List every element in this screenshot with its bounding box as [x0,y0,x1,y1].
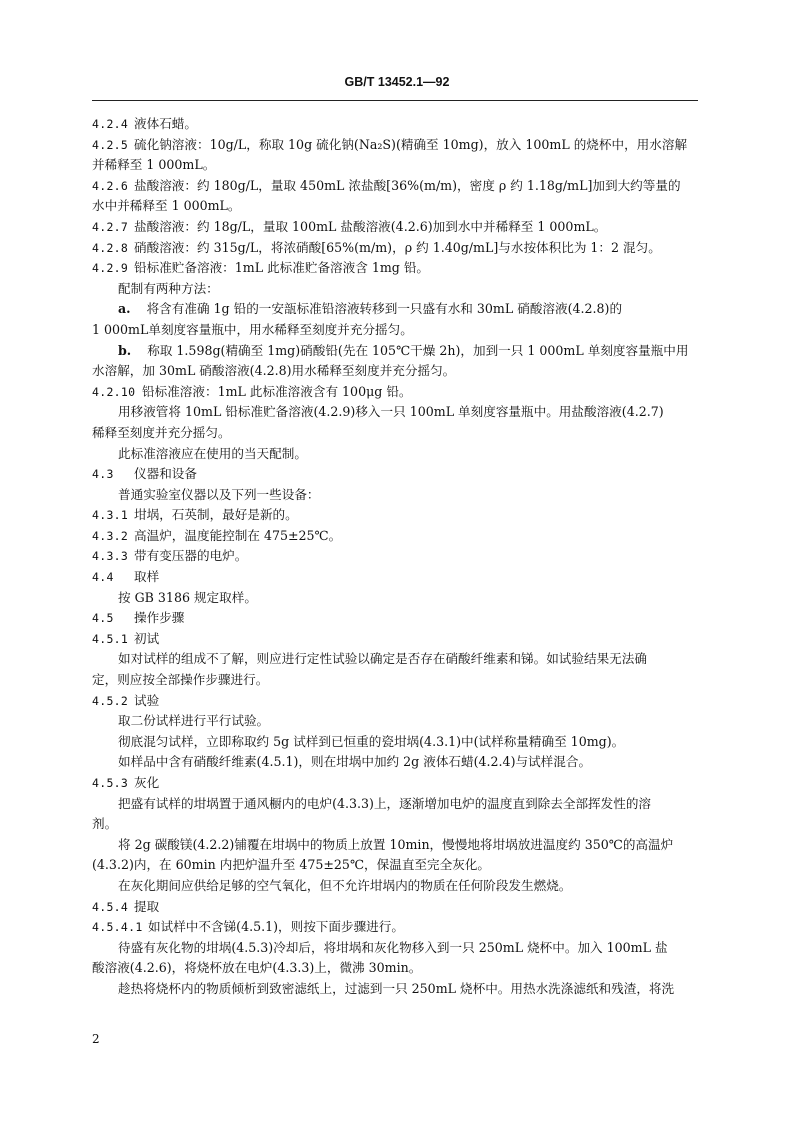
clause-number: 4.2.9 [92,261,129,276]
line-text: 彻底混匀试样，立即称取约 5g 试样到已恒重的瓷坩埚(4.3.1)中(试样称量精确至 10mg)。 [118,733,625,749]
text-line [92,752,698,773]
clause-number: 4.5 [92,611,114,626]
text-line [92,814,698,835]
line-text: 用移液管将 10mL 铅标准贮备溶液(4.2.9)移入一只 100mL 单刻度容量瓶中。用盐酸溶液(4.2.7) [118,404,664,420]
text-line [92,835,698,856]
line-text: 水中并稀释至 1 000mL。 [92,198,241,214]
line-text: 待盛有灰化物的坩埚(4.5.3)冷却后，将坩埚和灰化物移入到一只 250mL 烧杯中。加入 100mL 盐 [118,939,668,955]
clause-line [92,897,698,918]
line-text: 按 GB 3186 规定取样。 [118,589,257,605]
text-line [92,649,698,670]
list-marker: b. [118,342,132,358]
line-text: 将 2g 碳酸镁(4.2.2)铺覆在坩埚中的物质上放置 10min，慢慢地将坩埚放进温度约 350℃的高温炉 [118,836,674,852]
line-text: 配制有两种方法： [118,280,219,296]
text-line [92,876,698,897]
clause-number: 4.5.4 [92,899,129,914]
text-line [92,155,698,176]
line-text: 酸溶液(4.2.6)，将烧杯放在电炉(4.3.3)上，微沸 30min。 [92,960,422,976]
text-line [92,423,698,444]
line-text: 操作步骤 [134,610,185,626]
clause-number: 4.5.3 [92,776,129,790]
line-text: 如试样中不含锑(4.5.1)，则按下面步骤进行。 [148,919,404,935]
clause-number: 4.2.4 [92,117,129,131]
clause-line [92,567,698,588]
clause-number: 4.3 [92,467,114,482]
text-line [92,958,698,979]
line-text: 趁热将烧杯内的物质倾析到致密滤纸上，过滤到一只 250mL 烧杯中。用热水洗涤滤纸和残渣，将洗 [118,980,675,996]
line-text: 盐酸溶液：约 18g/L，量取 100mL 盐酸溶液(4.2.6)加到水中并稀释至 1 000mL。 [134,218,607,234]
clause-line [92,629,698,650]
clause-line [92,608,698,629]
text-line [92,341,698,362]
line-text: 定，则应按全部操作步骤进行。 [92,672,269,688]
line-text: 高温炉，温度能控制在 475±25℃。 [134,527,342,543]
text-line [92,732,698,753]
text-line [92,279,698,300]
line-text: 盐酸溶液：约 180g/L，量取 450mL 浓盐酸[36%(m/m)，密度 ρ 约 1.18g/mL]加到大约等量的 [134,177,681,193]
line-text: 硫化钠溶液：10g/L，称取 10g 硫化钠(Na₂S)(精确至 10mg)，放入 100mL 的烧杯中，用水溶解 [134,136,688,152]
clause-number: 4.3.3 [92,549,129,564]
clause-line [92,464,698,485]
clause-line [92,526,698,547]
line-text: 提取 [134,898,160,914]
clause-number: 4.3.2 [92,528,129,543]
clause-line [92,238,698,259]
clause-number: 4.5.4.1 [92,920,143,935]
clause-number: 4.5.1 [92,631,129,646]
line-text: 铅标准贮备溶液：1mL 此标准贮备溶液含 1mg 铅。 [134,260,430,276]
line-text: 稀释至刻度并充分摇匀。 [92,424,231,440]
clause-line [92,114,698,135]
line-text: 带有变压器的电炉。 [134,548,248,564]
header-rule [92,100,698,101]
clause-number: 4.4 [92,570,114,585]
text-line [92,196,698,217]
document-body [92,114,698,1000]
clause-line [92,773,698,794]
text-line [92,938,698,959]
page-number: 2 [92,1032,100,1046]
line-text: 仪器和设备 [134,466,197,482]
clause-number: 4.2.7 [92,219,129,234]
line-text: 并稀释至 1 000mL。 [92,157,216,173]
line-text: 如对试样的组成不了解，则应进行定性试验以确定是否存在硝酸纤维素和锑。如试验结果无法确 [118,651,647,667]
line-text: 液体石蜡。 [134,116,197,131]
clause-number: 4.2.8 [92,240,129,255]
line-text: 试验 [134,692,160,708]
line-text: 铅标准溶液：1mL 此标准溶液含有 100μg 铅。 [142,383,412,399]
line-text: 1 000mL单刻度容量瓶中，用水稀释至刻度并充分摇匀。 [92,321,413,337]
clause-line [92,546,698,567]
clause-number: 4.5.2 [92,693,129,708]
clause-number: 4.2.5 [92,137,129,152]
clause-line [92,135,698,156]
text-line [92,855,698,876]
line-text: 取二份试样进行平行试验。 [118,713,270,729]
clause-line [92,691,698,712]
clause-line [92,258,698,279]
list-marker: a. [118,301,131,317]
line-text: 将含有准确 1g 铅的一安瓿标准铅溶液转移到一只盛有水和 30mL 硝酸溶液(4.2.8)的 [146,301,623,317]
text-line [92,299,698,320]
line-text: 坩埚，石英制，最好是新的。 [134,507,298,523]
text-line [92,588,698,609]
line-text: 称取 1.598g(精确至 1mg)硝酸铅(先在 105℃干燥 2h)，加到一只 1 000mL 单刻度容量瓶中用 [147,342,689,358]
clause-number: 4.2.10 [92,384,136,399]
text-line [92,794,698,815]
line-text: 硝酸溶液：约 315g/L，将浓硝酸[65%(m/m)，ρ 约 1.40g/mL]与水按体积比为 1：2 混匀。 [134,239,661,255]
clause-line [92,917,698,938]
clause-line [92,505,698,526]
text-line [92,670,698,691]
text-line [92,320,698,341]
text-line [92,711,698,732]
page-header: GB/T 13452.1—92 [344,75,450,89]
clause-line [92,217,698,238]
clause-number: 4.3.1 [92,508,129,523]
text-line [92,361,698,382]
clause-line [92,176,698,197]
line-text: 此标准溶液应在使用的当天配制。 [118,445,307,461]
line-text: 水溶解，加 30mL 硝酸溶液(4.2.8)用水稀释至刻度并充分摇匀。 [92,363,456,379]
text-line [92,402,698,423]
line-text: 普通实验室仪器以及下列一些设备： [118,486,320,502]
clause-number: 4.2.6 [92,178,129,193]
line-text: 把盛有试样的坩埚置于通风橱内的电炉(4.3.3)上，逐渐增加电炉的温度直到除去全部挥发性的溶 [118,795,652,811]
text-line [92,485,698,506]
line-text: 在灰化期间应供给足够的空气氧化，但不允许坩埚内的物质在任何阶段发生燃烧。 [118,877,572,893]
text-line [92,444,698,465]
line-text: 灰化 [134,775,160,790]
text-line [92,979,698,1000]
line-text: 如样品中含有硝酸纤维素(4.5.1)，则在坩埚中加约 2g 液体石蜡(4.2.4)与试样混合。 [118,754,592,770]
clause-line [92,382,698,403]
line-text: (4.3.2)内，在 60min 内把炉温升至 475±25℃，保温直至完全灰化。 [92,857,490,873]
line-text: 剂。 [92,816,118,832]
line-text: 初试 [134,630,160,646]
line-text: 取样 [134,569,160,585]
